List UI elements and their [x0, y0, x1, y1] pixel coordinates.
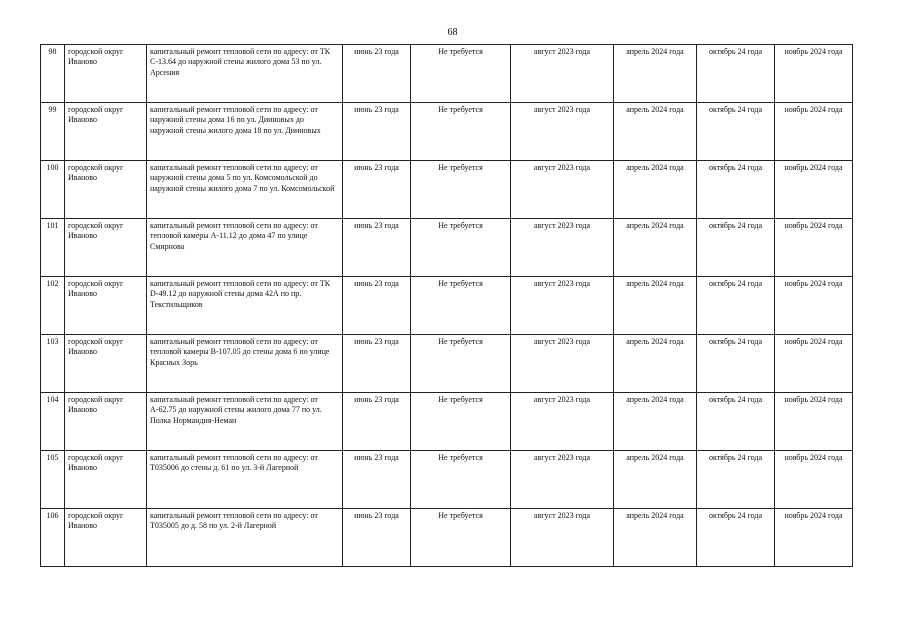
stage1-date-cell: август 2023 года [511, 277, 614, 335]
table-row [41, 277, 853, 335]
work-description-cell: капитальный ремонт тепловой сети по адресу: от А-62.75 до наружной стены жилого дома 77 по ул. Полка Нормандия-Неман [147, 393, 343, 451]
start-date-cell: июнь 23 года [343, 451, 411, 509]
start-date-cell: июнь 23 года [343, 335, 411, 393]
municipality-cell: городской округ Иваново [65, 451, 147, 509]
stage1-date-cell: август 2023 года [511, 451, 614, 509]
finish-date-cell: ноябрь 2024 года [775, 451, 853, 509]
work-description-cell: капитальный ремонт тепловой сети по адресу: от Т035006 до стены д. 61 по ул. 3-й Лагерной [147, 451, 343, 509]
expertise-cell: Не требуется [411, 335, 511, 393]
work-description-cell: капитальный ремонт тепловой сети по адресу: от ТК С-13.64 до наружной стены жилого дома 53 по ул. Арсения [147, 45, 343, 103]
start-date-cell: июнь 23 года [343, 393, 411, 451]
expertise-cell: Не требуется [411, 451, 511, 509]
stage2-date-cell: апрель 2024 года [614, 277, 697, 335]
finish-date-cell: ноябрь 2024 года [775, 161, 853, 219]
expertise-cell: Не требуется [411, 219, 511, 277]
stage1-date-cell: август 2023 года [511, 393, 614, 451]
municipality-cell: городской округ Иваново [65, 277, 147, 335]
finish-date-cell: ноябрь 2024 года [775, 277, 853, 335]
stage2-date-cell: апрель 2024 года [614, 451, 697, 509]
municipality-cell: городской округ Иваново [65, 335, 147, 393]
stage3-date-cell: октябрь 24 года [697, 277, 775, 335]
stage2-date-cell: апрель 2024 года [614, 393, 697, 451]
work-description-cell: капитальный ремонт тепловой сети по адресу: от наружной стены дома 16 по ул. Дииновых до наружной стены жилого дома 18 по ул. Дииновых [147, 103, 343, 161]
row-number-cell: 101 [41, 219, 65, 277]
stage2-date-cell: апрель 2024 года [614, 335, 697, 393]
repair-schedule-table [40, 44, 853, 567]
row-number-cell: 98 [41, 45, 65, 103]
page-number: 68 [447, 27, 458, 38]
table-row [41, 335, 853, 393]
table-row [41, 161, 853, 219]
table-row [41, 103, 853, 161]
start-date-cell: июнь 23 года [343, 103, 411, 161]
row-number-cell: 100 [41, 161, 65, 219]
finish-date-cell: ноябрь 2024 года [775, 393, 853, 451]
work-description-cell: капитальный ремонт тепловой сети по адресу: от Т035005 до д. 58 по ул. 2-й Лагерной [147, 509, 343, 567]
finish-date-cell: ноябрь 2024 года [775, 45, 853, 103]
work-description-cell: капитальный ремонт тепловой сети по адресу: от наружной стены дома 5 по ул. Комсомольской до наружной стены жилого дома 7 по ул. Комсомольской [147, 161, 343, 219]
stage2-date-cell: апрель 2024 года [614, 509, 697, 567]
municipality-cell: городской округ Иваново [65, 393, 147, 451]
stage2-date-cell: апрель 2024 года [614, 161, 697, 219]
stage2-date-cell: апрель 2024 года [614, 45, 697, 103]
table-row [41, 219, 853, 277]
stage3-date-cell: октябрь 24 года [697, 393, 775, 451]
expertise-cell: Не требуется [411, 103, 511, 161]
row-number-cell: 103 [41, 335, 65, 393]
start-date-cell: июнь 23 года [343, 219, 411, 277]
municipality-cell: городской округ Иваново [65, 509, 147, 567]
row-number-cell: 102 [41, 277, 65, 335]
table-row [41, 45, 853, 103]
row-number-cell: 106 [41, 509, 65, 567]
stage3-date-cell: октябрь 24 года [697, 509, 775, 567]
start-date-cell: июнь 23 года [343, 161, 411, 219]
stage3-date-cell: октябрь 24 года [697, 451, 775, 509]
table-row [41, 509, 853, 567]
stage3-date-cell: октябрь 24 года [697, 45, 775, 103]
table-body [41, 45, 853, 567]
finish-date-cell: ноябрь 2024 года [775, 509, 853, 567]
municipality-cell: городской округ Иваново [65, 161, 147, 219]
finish-date-cell: ноябрь 2024 года [775, 219, 853, 277]
work-description-cell: капитальный ремонт тепловой сети по адресу: от ТК D-49.12 до наружной стены дома 42А по пр. Текстильщиков [147, 277, 343, 335]
stage1-date-cell: август 2023 года [511, 509, 614, 567]
row-number-cell: 105 [41, 451, 65, 509]
expertise-cell: Не требуется [411, 161, 511, 219]
table-row [41, 393, 853, 451]
municipality-cell: городской округ Иваново [65, 219, 147, 277]
expertise-cell: Не требуется [411, 509, 511, 567]
finish-date-cell: ноябрь 2024 года [775, 335, 853, 393]
municipality-cell: городской округ Иваново [65, 45, 147, 103]
stage3-date-cell: октябрь 24 года [697, 103, 775, 161]
work-description-cell: капитальный ремонт тепловой сети по адресу: от тепловой камеры В-107.05 до стены дома 6 по улице Красных Зорь [147, 335, 343, 393]
row-number-cell: 99 [41, 103, 65, 161]
stage1-date-cell: август 2023 года [511, 103, 614, 161]
stage2-date-cell: апрель 2024 года [614, 103, 697, 161]
stage3-date-cell: октябрь 24 года [697, 219, 775, 277]
work-description-cell: капитальный ремонт тепловой сети по адресу: от тепловой камеры А-11.12 до дома 47 по улице Смирнова [147, 219, 343, 277]
finish-date-cell: ноябрь 2024 года [775, 103, 853, 161]
stage1-date-cell: август 2023 года [511, 335, 614, 393]
row-number-cell: 104 [41, 393, 65, 451]
stage1-date-cell: август 2023 года [511, 45, 614, 103]
start-date-cell: июнь 23 года [343, 509, 411, 567]
stage3-date-cell: октябрь 24 года [697, 335, 775, 393]
expertise-cell: Не требуется [411, 393, 511, 451]
start-date-cell: июнь 23 года [343, 277, 411, 335]
table-row [41, 451, 853, 509]
expertise-cell: Не требуется [411, 277, 511, 335]
expertise-cell: Не требуется [411, 45, 511, 103]
stage2-date-cell: апрель 2024 года [614, 219, 697, 277]
start-date-cell: июнь 23 года [343, 45, 411, 103]
stage1-date-cell: август 2023 года [511, 219, 614, 277]
stage1-date-cell: август 2023 года [511, 161, 614, 219]
stage3-date-cell: октябрь 24 года [697, 161, 775, 219]
municipality-cell: городской округ Иваново [65, 103, 147, 161]
